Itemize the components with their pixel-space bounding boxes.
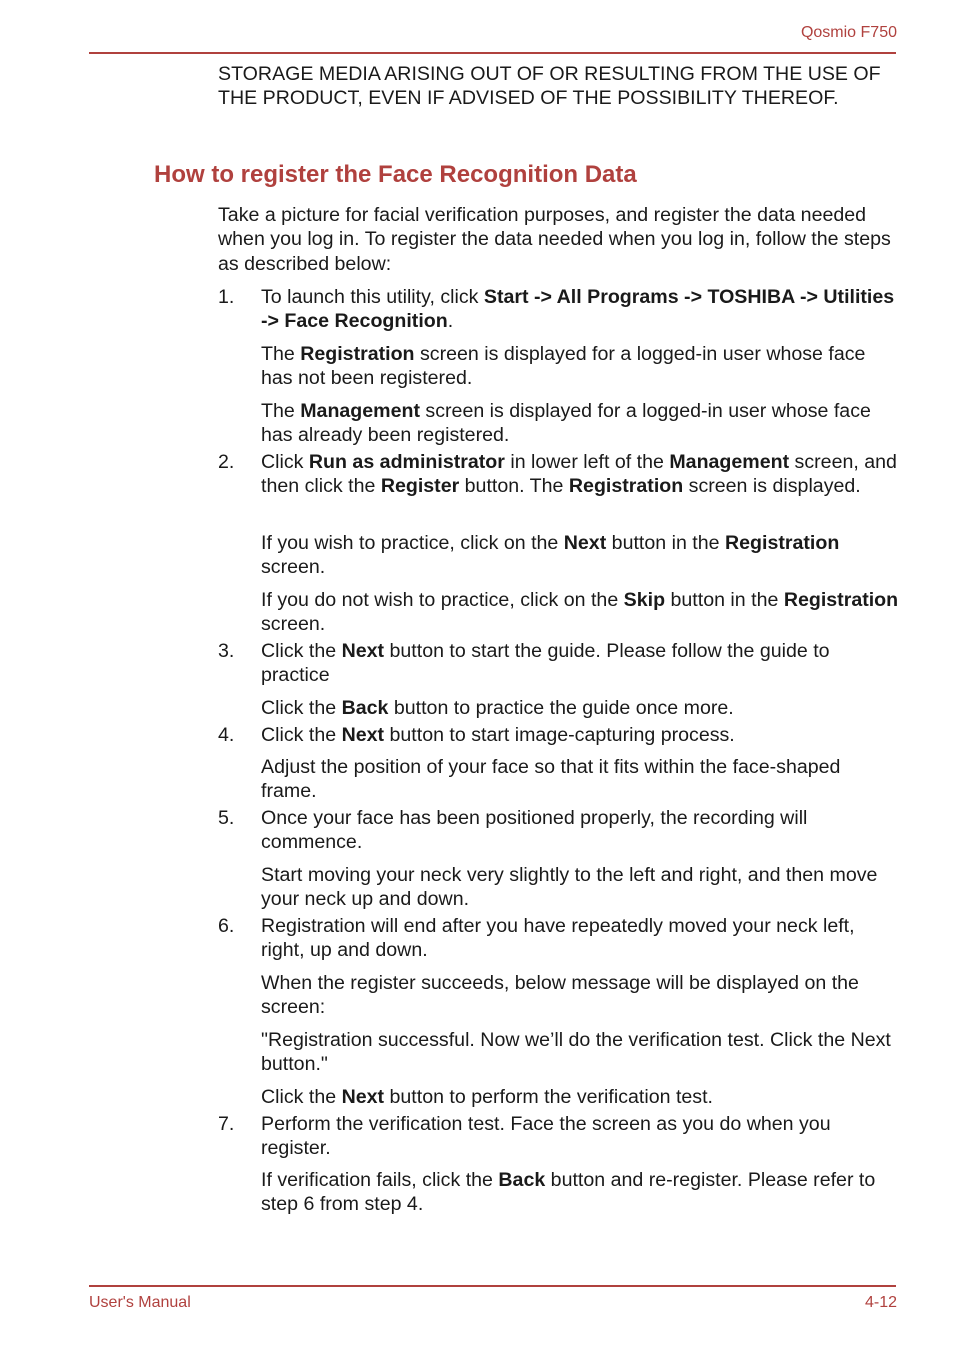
step-text xyxy=(261,1112,901,1161)
text-run: screen is displayed. xyxy=(683,475,861,498)
text-run: If you do not wish to practice, click on the xyxy=(261,589,624,611)
intro-continued-paragraph: STORAGE MEDIA ARISING OUT OF OR RESULTING FROM THE USE OF THE PRODUCT, EVEN IF ADVISED OF THE POSSIBILITY THEREOF. xyxy=(218,63,881,110)
step-note xyxy=(261,588,901,637)
text-run: screen is displayed for a logged-in user whose face has already been registered. xyxy=(261,400,871,447)
text-run: Perform the verification test. Face the screen as you do when you register. xyxy=(261,1113,831,1160)
text-run: screen. xyxy=(261,556,326,579)
text-run: button to practice the guide once more. xyxy=(388,697,734,719)
step-text xyxy=(261,639,901,688)
bold-term: Registration xyxy=(783,589,899,611)
text-run: The xyxy=(261,400,301,422)
step-note xyxy=(261,342,901,391)
header-rule xyxy=(89,52,896,54)
text-run: screen, and then click the xyxy=(261,451,897,498)
bold-term: Next xyxy=(341,1086,385,1108)
section-heading: How to register the Face Recognition Data xyxy=(154,161,637,188)
text-run: The xyxy=(261,343,301,365)
text-run: in lower left of the xyxy=(504,451,670,473)
text-run: To launch this utility, click xyxy=(261,286,484,308)
bold-term: Skip xyxy=(623,589,666,611)
bold-term: Register xyxy=(380,475,460,498)
text-run: Once your face has been positioned properly, the recording will commence. xyxy=(261,807,808,854)
step-note xyxy=(261,696,901,720)
bold-term: Next xyxy=(563,532,607,554)
text-run: screen is displayed for a logged-in user whose face has not been registered. xyxy=(261,343,866,390)
step-note xyxy=(261,1168,901,1217)
text-run: When the register succeeds, below message will be displayed on the screen: xyxy=(261,972,859,1019)
step-number: 7. xyxy=(218,1113,235,1135)
text-run: button to perform the verification test. xyxy=(384,1086,713,1108)
bold-term: Registration xyxy=(724,532,840,554)
text-run: Registration will end after you have repeatedly moved your neck left, right, up and down. xyxy=(261,915,855,962)
step-note xyxy=(261,755,901,804)
text-run: screen. xyxy=(261,613,326,636)
step-note xyxy=(261,971,901,1020)
bold-term: Back xyxy=(498,1169,546,1191)
text-run: button to start the guide. Please follow the guide to practice xyxy=(261,640,830,687)
bold-term: Run as administrator xyxy=(308,451,505,473)
step-note xyxy=(261,531,901,580)
step-text xyxy=(261,450,901,499)
text-run: If you wish to practice, click on the xyxy=(261,532,564,554)
step-number: 3. xyxy=(218,640,235,662)
footer-page-number: 4-12 xyxy=(864,1294,897,1311)
step-number: 2. xyxy=(218,451,235,473)
text-run: Start moving your neck very slightly to the left and right, and then move your neck up and down. xyxy=(261,864,878,911)
text-run: button. The xyxy=(459,475,569,498)
text-run: "Registration successful. Now we’ll do the verification test. Click the Next button." xyxy=(261,1029,891,1076)
step-note xyxy=(261,863,901,912)
step-number: 5. xyxy=(218,807,235,829)
text-run: Click the xyxy=(261,1086,342,1108)
bold-term: Registration xyxy=(300,343,415,365)
bold-term: Next xyxy=(341,724,385,746)
step-note xyxy=(261,399,901,448)
bold-term: Management xyxy=(300,400,420,422)
text-run: button in the xyxy=(606,532,725,554)
step-text xyxy=(261,914,901,963)
bold-term: Management xyxy=(669,451,790,473)
text-run: Click the xyxy=(261,724,342,746)
step-text xyxy=(261,723,901,747)
text-run: button to start image-capturing process. xyxy=(384,724,735,746)
step-note xyxy=(261,1028,901,1077)
bold-term: Registration xyxy=(568,475,684,498)
footer-rule xyxy=(89,1285,896,1287)
step-note xyxy=(261,1085,901,1109)
bold-term: Start -> All Programs -> TOSHIBA -> Utilities -> Face Recognition xyxy=(261,286,895,333)
step-text xyxy=(261,806,901,855)
text-run: If verification fails, click the xyxy=(261,1169,499,1191)
step-text xyxy=(261,285,901,334)
text-run: button and re-register. Please refer to step 6 from step 4. xyxy=(261,1169,876,1216)
bold-term: Next xyxy=(341,640,385,662)
text-run: Click xyxy=(261,451,309,473)
page-header-product: Qosmio F750 xyxy=(800,24,897,41)
text-run: Click the xyxy=(261,697,342,719)
footer-manual-title: User's Manual xyxy=(89,1294,191,1311)
step-number: 4. xyxy=(218,724,235,746)
bold-term: Back xyxy=(341,697,389,719)
step-number: 6. xyxy=(218,915,235,937)
text-run: Click the xyxy=(261,640,342,662)
text-run: Adjust the position of your face so that it fits within the face-shaped frame. xyxy=(261,756,841,803)
text-run: button in the xyxy=(665,589,784,611)
step-number: 1. xyxy=(218,286,235,308)
text-run: . xyxy=(447,310,454,333)
section-intro-paragraph: Take a picture for facial verification purposes, and register the data needed when you log in. To register the data needed when you log in, follow the steps as described below: xyxy=(218,204,891,275)
